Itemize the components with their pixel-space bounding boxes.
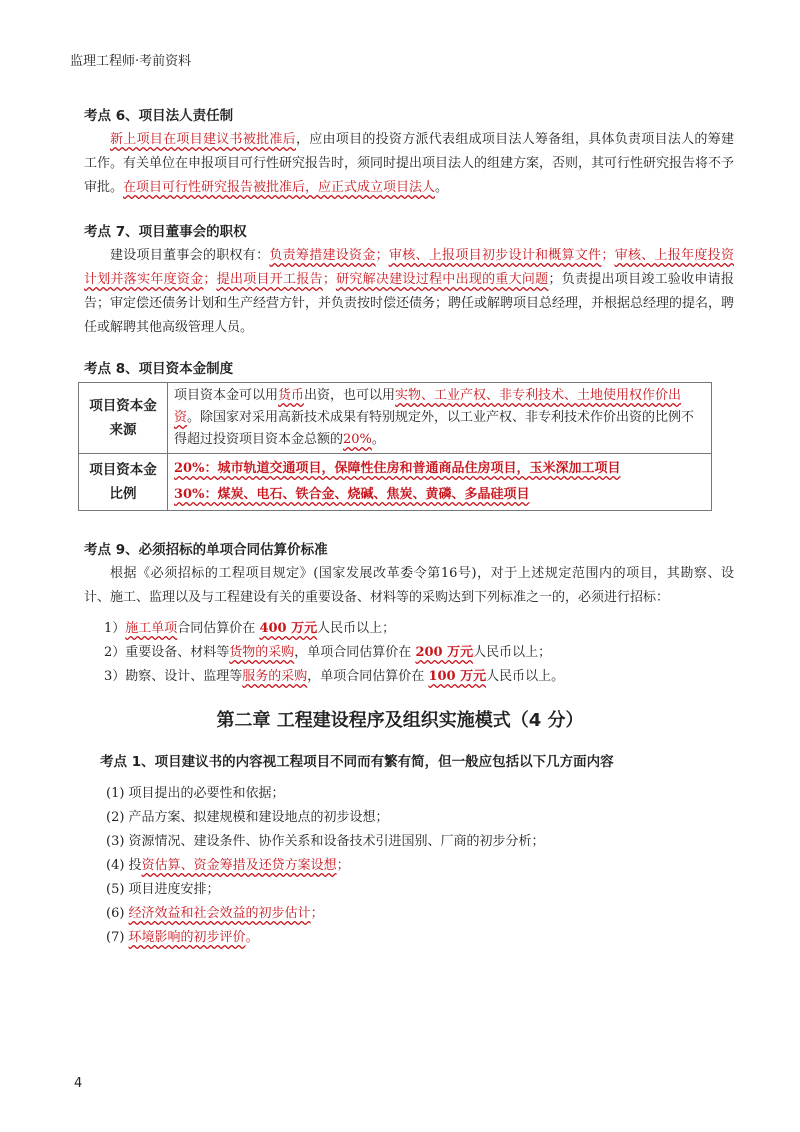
capital-table [78, 382, 712, 511]
list-item [106, 902, 324, 921]
sep: ； [601, 248, 615, 263]
highlight: 服务的采购 [242, 669, 308, 684]
text: ； [310, 906, 324, 921]
text: 。除国家对采用高新技术成果有特别规定外，以工业产权、非专利技术作价出资的比例不得超过投资项目资本金总额的 [174, 410, 695, 447]
list-item [106, 926, 259, 945]
chapter-section-1-title: 考点 1、项目建议书的内容视工程项目不同而有繁有简，但一般应包括以下几方面内容 [100, 754, 614, 770]
label-line: 比例 [109, 486, 137, 502]
text: 3）勘察、设计、监理等 [104, 669, 243, 684]
highlight: 20%：城市轨道交通项目，保障性住房和普通商品住房项目，玉米深加工项目 [174, 461, 621, 476]
chapter-title: 第二章 工程建设程序及组织实施模式（4 分） [216, 710, 584, 731]
list-item [104, 617, 395, 636]
text: 2）重要设备、材料等 [104, 645, 230, 660]
text: ，应由项目的投资方派代表组成项目法人筹备组，具体负责项目法人的筹建工作。有关单位在申报项目可行性研究报告时，须同时提出项目法人的组建方案，否则，其可行性研究报告将不予审批。 [84, 132, 735, 195]
text: ，单项合同估算价在 [294, 645, 416, 660]
section-7-title: 考点 7、项目董事会的职权 [84, 224, 247, 240]
table-row [79, 454, 712, 511]
text: 项目资本金可以用 [174, 388, 279, 403]
list-item [106, 854, 350, 873]
section-6-title: 考点 6、项目法人责任制 [84, 108, 234, 124]
label-line: 来源 [109, 422, 137, 438]
row-label [79, 383, 168, 454]
table-row [79, 383, 712, 454]
list-item [104, 641, 551, 660]
highlight: 经济效益和社会效益的初步估计 [128, 906, 311, 921]
highlight: 审核、上报年度投资计划并落实年度资金 [84, 248, 734, 287]
label-line: 项目资本金 [89, 462, 157, 478]
text: 。 [435, 180, 449, 195]
sep: ； [375, 248, 389, 263]
row-content [168, 454, 712, 511]
highlight: 实物、工业产权、非专利技术、土地使用权作价出资 [174, 388, 682, 425]
text: ，单项合同估算价在 [307, 669, 429, 684]
text: (7) [106, 930, 129, 945]
highlight: 200 万元 [415, 645, 474, 660]
text: 建设项目董事会的职权有： [110, 248, 270, 263]
highlight: 100 万元 [428, 669, 487, 684]
highlight: 货币 [278, 388, 305, 403]
highlight: 货物的采购 [229, 645, 295, 660]
section-8-title: 考点 8、项目资本金制度 [84, 361, 234, 377]
sep: ； [322, 272, 336, 287]
text: 。 [245, 930, 259, 945]
highlight: 负责筹措建设资金 [269, 248, 376, 263]
list-item: (1) 项目提出的必要性和依据； [106, 786, 285, 801]
page-header: 监理工程师·考前资料 [70, 54, 192, 69]
section-6-body [84, 128, 734, 200]
highlight: 提出项目开工报告 [216, 272, 323, 287]
text: (6) [106, 906, 129, 921]
page-number: 4 [74, 1076, 83, 1091]
highlight: 400 万元 [259, 621, 318, 636]
section-9-title: 考点 9、必须招标的单项合同估算价标准 [84, 542, 328, 558]
section-7-body [84, 244, 734, 340]
list-item [104, 665, 564, 684]
list-item: (2) 产品方案、拟建规模和建设地点的初步设想； [106, 810, 389, 825]
section-9-intro: 根据《必须招标的工程项目规定》(国家发展改革委令第16号)，对于上述规定范围内的项目，其勘察、设计、施工、监理以及与工程建设有关的重要设备、材料等的采购达到下列标准之一的，必须进行招标： [84, 566, 734, 605]
highlight: 30%：煤炭、电石、铁合金、烧碱、焦炭、黄磷、多晶硅项目 [174, 487, 530, 502]
text: 人民币以上。 [486, 669, 565, 684]
sep: ； [203, 272, 217, 287]
text: (4) 投 [106, 858, 142, 873]
row-content [168, 383, 712, 454]
text: 人民币以上； [473, 645, 552, 660]
highlight: 资估算、资金筹措及还贷方案设想 [141, 858, 337, 873]
highlight: 研究解决建设过程中出现的重大问题 [335, 272, 549, 287]
highlight: 新上项目在项目建议书被批准后 [110, 132, 296, 147]
text: 。 [371, 432, 385, 447]
text: 出资，也可以用 [304, 388, 396, 403]
text: 合同估算价在 [177, 621, 260, 636]
highlight: 环境影响的初步评价 [128, 930, 246, 945]
highlight: 20% [343, 432, 372, 447]
text: ；负责提出项目竣工验收申请报告；审定偿还债务计划和生产经营方针，并负责按时偿还债务；聘任或解聘项目总经理，并根据总经理的提名，聘任或解聘其他高级管理人员。 [84, 272, 735, 335]
row-label [79, 454, 168, 511]
highlight: 审核、上报项目初步设计和概算文件 [388, 248, 602, 263]
list-item: (5) 项目进度安排； [106, 882, 220, 897]
label-line: 项目资本金 [89, 398, 157, 414]
highlight: 施工单项 [125, 621, 178, 636]
highlight: 在项目可行性研究报告被批准后，应正式成立项目法人 [123, 180, 436, 195]
text: 1） [104, 621, 126, 636]
text: 人民币以上； [317, 621, 396, 636]
list-item: (3) 资源情况、建设条件、协作关系和设备技术引进国别、厂商的初步分析； [106, 834, 545, 849]
text: ； [336, 858, 350, 873]
